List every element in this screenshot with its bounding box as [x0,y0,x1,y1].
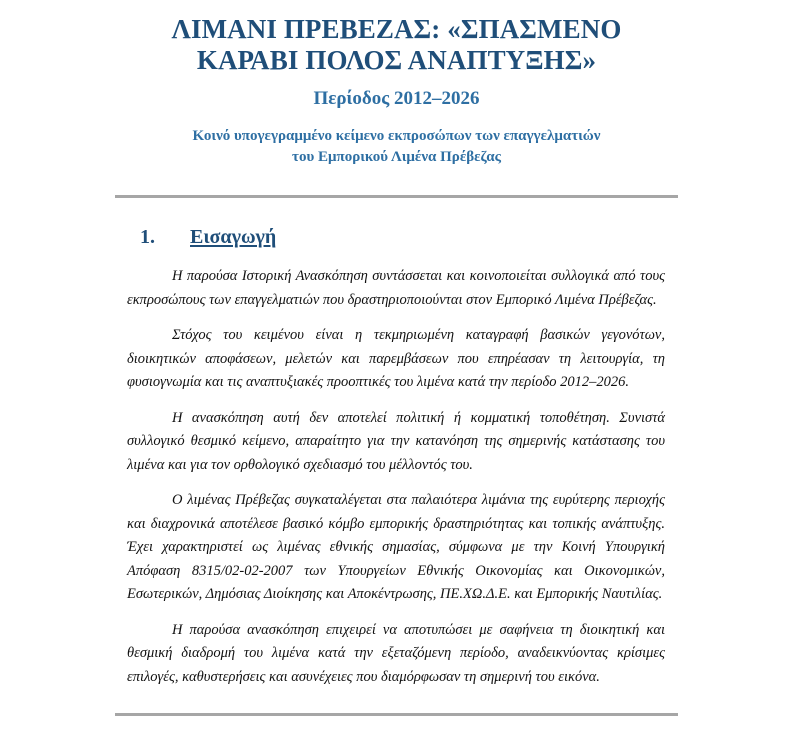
section-number: 1. [140,226,155,248]
paragraph: Η παρούσα Ιστορική Ανασκόπηση συντάσσεται και κοινοποιείται συλλογικά από τους εκπροσώπους των επαγγελματιών που δραστηριοποιούνται στον Εμπορικό Λιμένα Πρέβεζας. [127,268,665,308]
body-text [0,265,793,689]
document-subtitle-line-2: του Εμπορικού Λιμένα Πρέβεζας [292,149,501,165]
divider-bottom [115,713,678,716]
section-title: Εισαγωγή [190,226,277,248]
section-heading [0,226,793,249]
paragraph: Στόχος του κειμένου είναι η τεκμηριωμένη καταγραφή βασικών γεγονότων, διοικητικών αποφάσεων, μελετών και παρεμβάσεων που επηρέασαν τη λειτουργία, τη φυσιογνωμία και τις αναπτυξιακές προοπτικές του λιμένα κατά την περίοδο 2012–2026. [127,327,665,390]
page-title [117,14,677,76]
title-block [0,0,793,168]
paragraph: Η ανασκόπηση αυτή δεν αποτελεί πολιτική ή κομματική τοποθέτηση. Συνιστά συλλογικό θεσμικό κείμενο, απαραίτητο για την κατανόηση της σημερινής κατάστασης του λιμένα και για τον ορθολογικό σχεδιασμό του μέλλοντός του. [127,409,665,473]
divider-top [115,195,678,198]
page-title-line-2: ΚΑΡΑΒΙ ΠΟΛΟΣ ΑΝΑΠΤΥΞΗΣ» [196,45,597,75]
document-subtitle [107,126,687,168]
document-subtitle-line-1: Κοινό υπογεγραμμένο κείμενο εκπροσώπων των επαγγελματιών [192,128,601,144]
page-title-line-1: ΛΙΜΑΝΙ ΠΡΕΒΕΖΑΣ: «ΣΠΑΣΜΕΝΟ [171,14,622,44]
document-period: Περίοδος 2012–2026 [313,88,480,109]
paragraph: Η παρούσα ανασκόπηση επιχειρεί να αποτυπώσει με σαφήνεια τη διοικητική και θεσμική διαδρομή του λιμένα κατά την εξεταζόμενη περίοδο, αναδεικνύοντας κρίσιμες επιλογές, καθυστερήσεις και ασυνέχειες που διαμόρφωσαν τη σημερινή του εικόνα. [127,621,665,685]
paragraph: Ο λιμένας Πρέβεζας συγκαταλέγεται στα παλαιότερα λιμάνια της ευρύτερης περιοχής και διαχρονικά αποτέλεσε βασικό κόμβο εμπορικής δραστηριότητας και τοπικής ανάπτυξης. Έχει χαρακτηριστεί ως λιμένας εθνικής σημασίας, σύμφωνα με την Κοινή Υπουργική Απόφαση 8315/02-02-2007 των Υπουργείων Εθνικής Οικονομίας και Οικονομικών, Εσωτερικών, Δημόσιας Διοίκησης και Αποκέντρωσης, ΠΕ.ΧΩ.Δ.Ε. και Εμπορικής Ναυτιλίας. [127,492,665,602]
